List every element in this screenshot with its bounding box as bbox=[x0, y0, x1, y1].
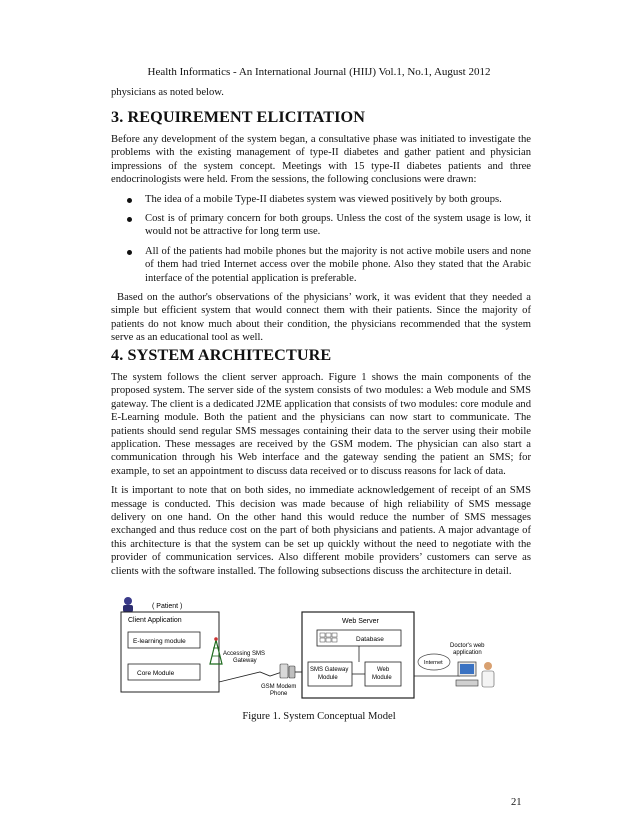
patient-icon bbox=[123, 597, 133, 612]
doctor-label-2: application bbox=[453, 650, 482, 656]
section-4-title: 4. SYSTEM ARCHITECTURE bbox=[111, 346, 332, 364]
database-label: Database bbox=[356, 636, 384, 643]
list-item: Cost is of primary concern for both groups. Unless the cost of the system usage is low, it would not be attractive for long term use. bbox=[111, 212, 531, 239]
computer-icon bbox=[456, 662, 478, 686]
doctor-icon bbox=[482, 662, 494, 687]
conclusions-list bbox=[111, 193, 531, 285]
section-4 bbox=[111, 346, 531, 578]
accessing-gateway-label-2: Gateway bbox=[233, 658, 257, 664]
section-3-title: 3. REQUIREMENT ELICITATION bbox=[111, 108, 366, 126]
elearning-module-label: E-learning module bbox=[133, 638, 186, 645]
sms-gateway-label-2: Module bbox=[318, 675, 338, 681]
section-3-paragraph-2: Based on the author's observations of the physicians’ work, it was evident that they needed a simple but efficient system that would connect them with their patients. Since the majority of patients do not know much about their condition, the physicians recommended that the system serve as an educational tool as well. bbox=[111, 292, 531, 344]
core-module-label: Core Module bbox=[137, 670, 175, 677]
list-item: All of the patients had mobile phones but the majority is not active mobile users and none of them had tried Internet access over the mobile phone. Also they stated that the Arabic interface of the potential application is preferable. bbox=[111, 245, 531, 285]
section-3 bbox=[111, 108, 531, 345]
page-number: 21 bbox=[511, 797, 522, 808]
web-module-box bbox=[365, 662, 401, 686]
running-header: Health Informatics - An International Journal (HIIJ) Vol.1, No.1, August 2012 bbox=[147, 66, 491, 78]
web-module-label-2: Module bbox=[372, 675, 392, 681]
gsm-modem-label-2: Phone bbox=[270, 691, 288, 697]
figure-caption: Figure 1. System Conceptual Model bbox=[242, 711, 396, 722]
intro-line: physicians as noted below. bbox=[111, 87, 224, 98]
section-3-paragraph: Before any development of the system began, a consultative phase was initiated to investigate the problems with the existing management of type-II diabetes and gather patient and physician impressions of the system concept. Meetings with 15 type-II diabetes patients and three endocrinologists were held. From the sessions, the following conclusions were drawn: bbox=[111, 134, 531, 186]
bullet-icon bbox=[127, 198, 132, 203]
section-4-paragraph-2: It is important to note that on both sides, no immediate acknowledgement of receipt of an SMS message is conducted. This decision was made because of high reliability of SMS message delivery on one hand. On the other hand this would reduce the number of SMS messages exchanged and thus reduce cost on the part of both physicians and patients. A major advantage of this architecture is that the system can be set up quickly without the need to negotiate with the provider of communication services. Also different mobile providers’ customers can serve as clients with the software installed. The following subsections discuss the architecture in detail. bbox=[111, 485, 531, 577]
bullet-icon bbox=[127, 217, 132, 222]
bullet-icon bbox=[127, 250, 132, 255]
web-module-label-1: Web bbox=[377, 667, 390, 673]
patient-label: ( Patient ) bbox=[152, 603, 183, 610]
gsm-modem-label-1: GSM Modem bbox=[261, 684, 297, 690]
sms-gateway-module-box bbox=[308, 662, 352, 686]
doctor-label-1: Doctor's web bbox=[450, 643, 485, 649]
list-item: The idea of a mobile Type-II diabetes system was viewed positively by both groups. bbox=[111, 193, 531, 206]
gsm-modem-icon bbox=[280, 664, 295, 678]
internet-label: Internet bbox=[424, 660, 443, 666]
wireless-link-line bbox=[219, 670, 288, 682]
sms-gateway-label-1: SMS Gateway bbox=[310, 667, 349, 673]
section-4-paragraph-1: The system follows the client server approach. Figure 1 shows the main components of the proposed system. The server side of the system consists of two modules: a Web module and SMS gateway. The client is a dedicated J2ME application that consists of two modules: core module and E-Learning module. Both the patient and the physicians can now start to communicate. The patients should send regular SMS messages containing their data to the server using their mobile application. These messages are received by the GSM modem. The physician can also start a communication through his Web interface and the gateway sending the patient an SMS; for example, to set an appointment to discuss data received or to discuss reasons for lack of data. bbox=[111, 372, 531, 477]
web-server-label: Web Server bbox=[342, 618, 379, 625]
accessing-gateway-label-1: Accessing SMS bbox=[223, 651, 266, 657]
client-application-label: Client Application bbox=[128, 617, 182, 624]
system-conceptual-model-figure bbox=[120, 596, 520, 704]
